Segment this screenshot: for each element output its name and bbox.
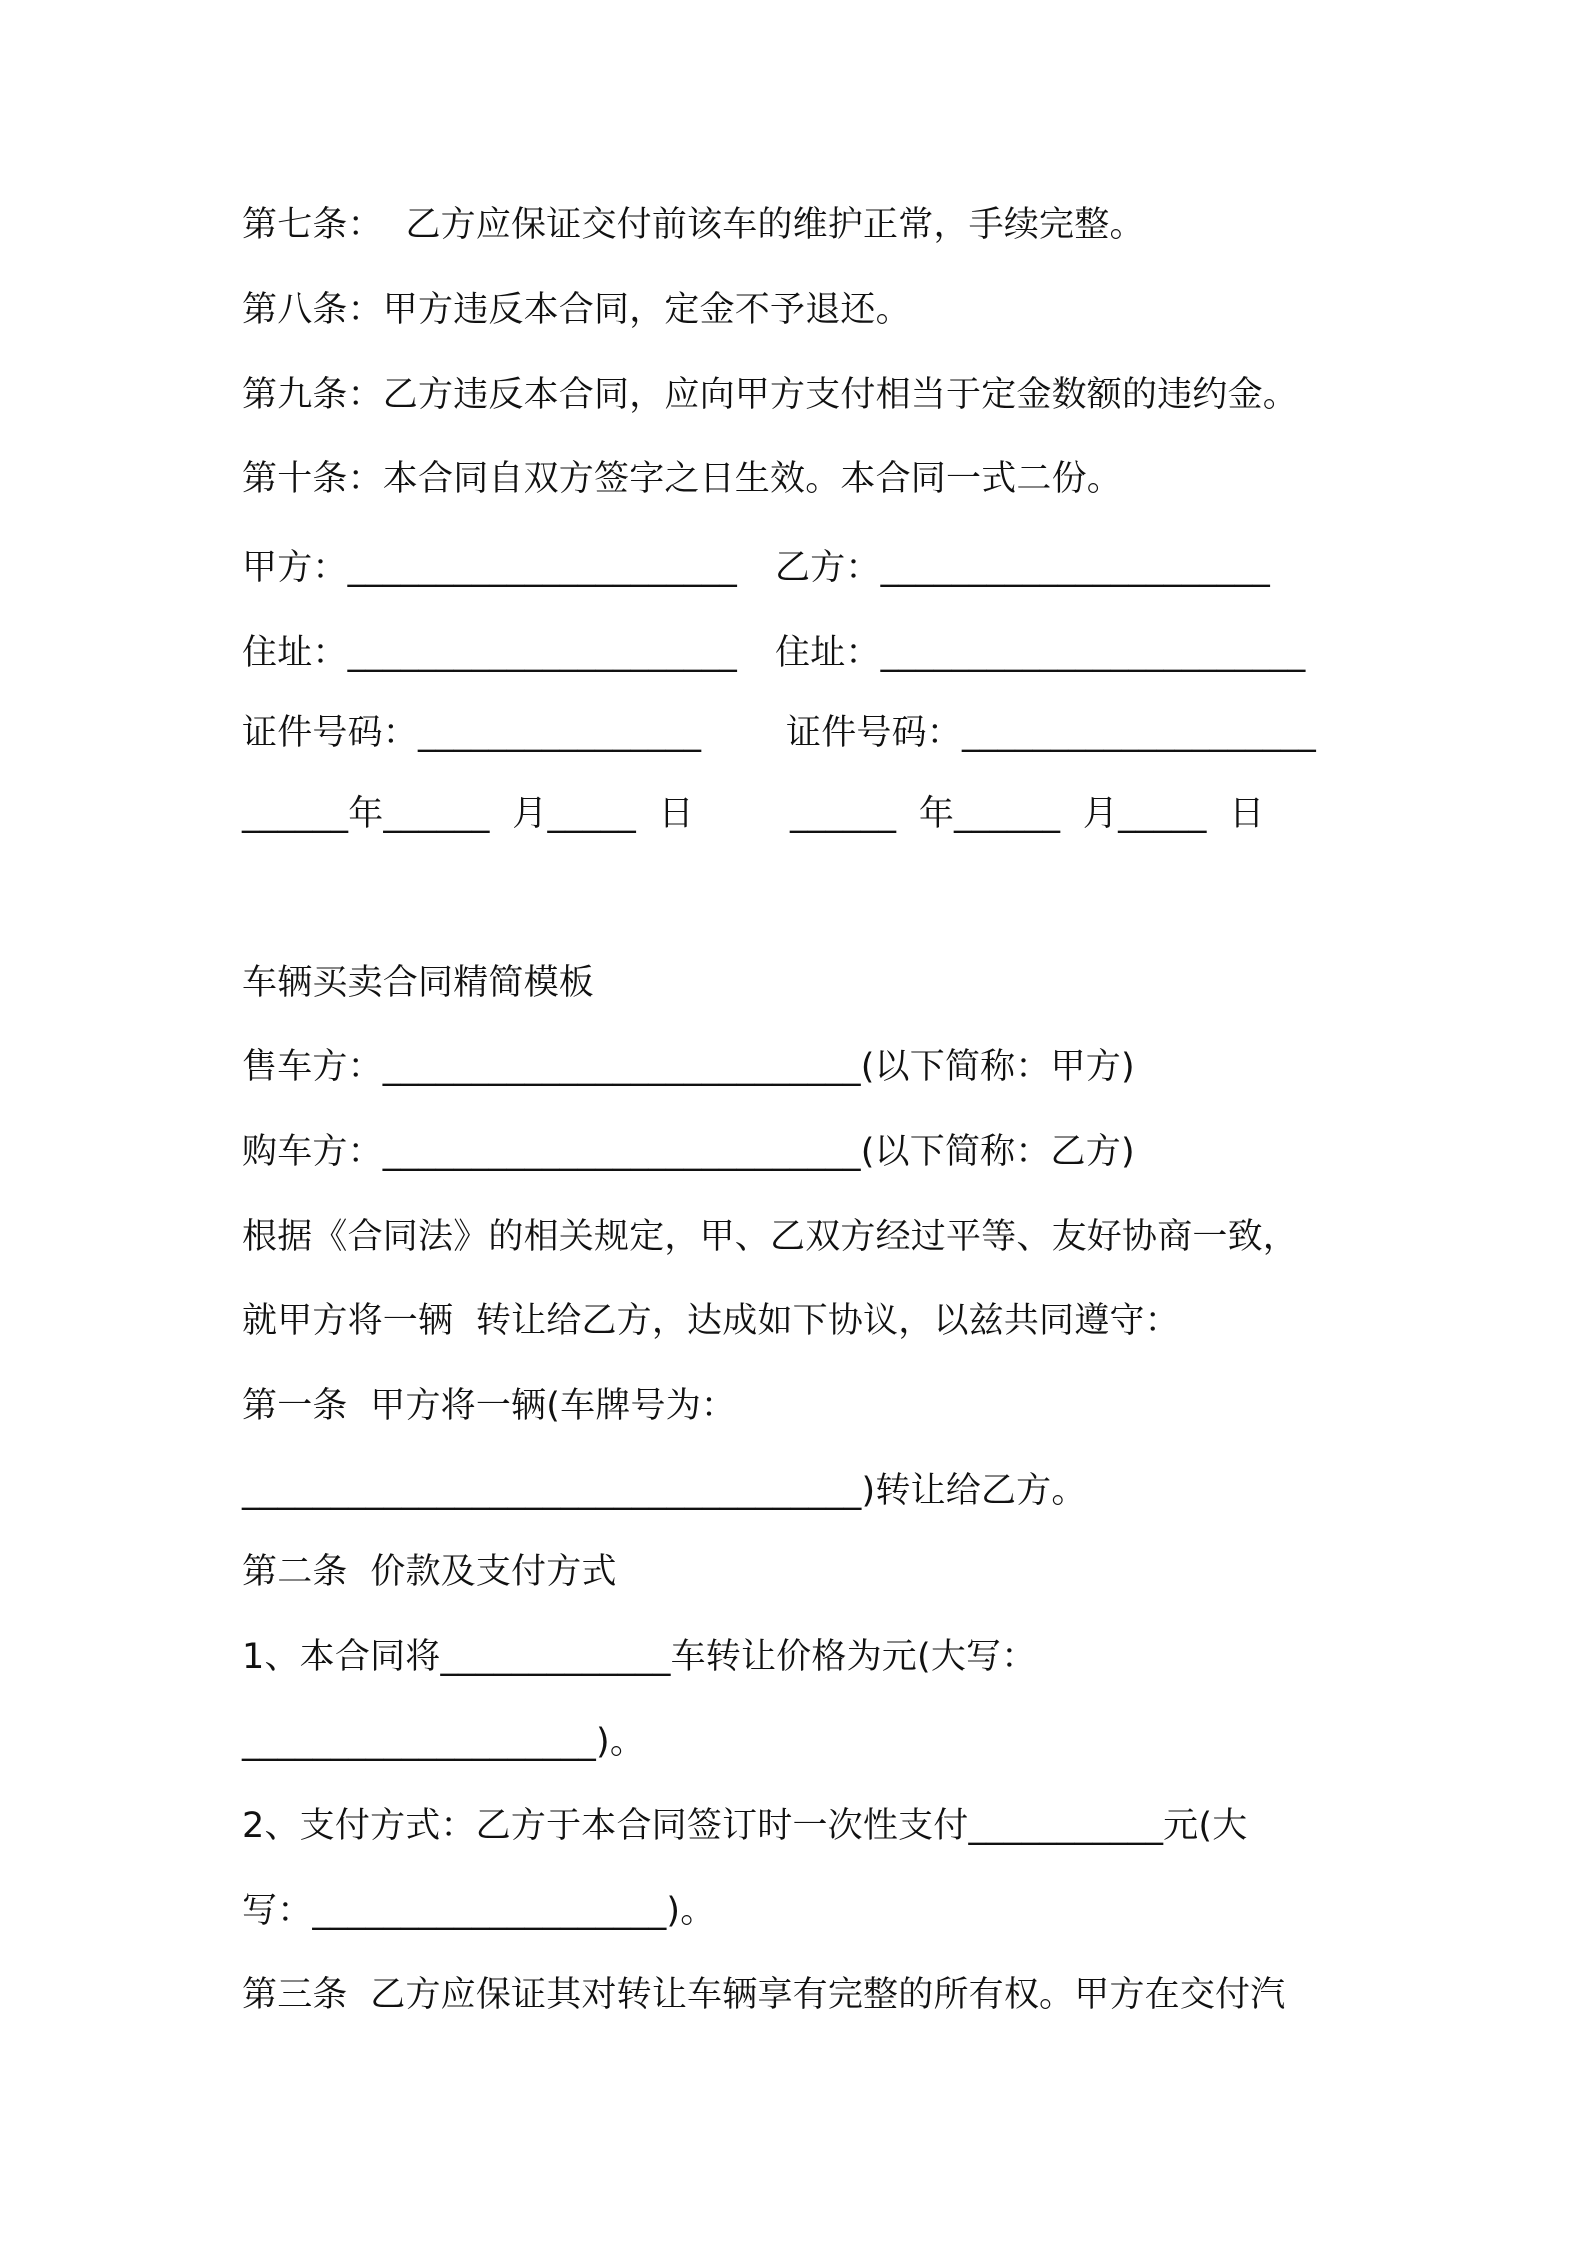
signature-date-row <box>242 790 1265 838</box>
clause-2-title: 第二条 价款及支付方式 <box>242 1552 617 1592</box>
clause-2-item-1-line-1: 1、本合同将_____________车转让价格为元(大写： <box>242 1637 1037 1677</box>
address-b-field: 住址：________________________ <box>775 633 1306 673</box>
clause-2-item-2-line-1: 2、支付方式：乙方于本合同签订时一次性支付___________元(大 <box>242 1806 1248 1846</box>
article-10: 第十条：本合同自双方签字之日生效。本合同一式二份。 <box>242 459 1123 499</box>
article-8: 第八条：甲方违反本合同，定金不予退还。 <box>242 290 911 330</box>
id-b-field: 证件号码：____________________ <box>786 713 1317 753</box>
clause-3-line-1: 第三条 乙方应保证其对转让车辆享有完整的所有权。甲方在交付汽 <box>242 1975 1286 2015</box>
seller-field: 售车方：___________________________(以下简称：甲方) <box>242 1047 1135 1087</box>
signature-party-row <box>242 544 1271 592</box>
clause-1-line-1: 第一条 甲方将一辆(车牌号为： <box>242 1386 737 1426</box>
intro-line-2: 就甲方将一辆 转让给乙方，达成如下协议，以兹共同遵守： <box>242 1301 1180 1341</box>
address-a-field: 住址：______________________ <box>242 633 738 673</box>
signature-id-row <box>242 709 1317 757</box>
clause-1-line-2: ___________________________________)转让给乙方。 <box>242 1471 1087 1511</box>
party-a-field: 甲方：______________________ <box>242 548 738 588</box>
article-7: 第七条： 乙方应保证交付前该车的维护正常，手续完整。 <box>242 205 1145 245</box>
intro-line-1: 根据《合同法》的相关规定，甲、乙双方经过平等、友好协商一致， <box>242 1217 1299 1257</box>
buyer-field: 购车方：___________________________(以下简称：乙方) <box>242 1132 1135 1172</box>
party-b-field: 乙方：______________________ <box>775 548 1271 588</box>
id-a-field: 证件号码：________________ <box>242 713 702 753</box>
date-a-field: ______年______ 月_____ 日 <box>242 794 694 834</box>
signature-address-row <box>242 629 1306 677</box>
clause-2-item-1-line-2: ____________________)。 <box>242 1722 646 1762</box>
date-b-field: ______ 年______ 月_____ 日 <box>790 794 1265 834</box>
article-9: 第九条：乙方违反本合同，应向甲方支付相当于定金数额的违约金。 <box>242 375 1299 415</box>
clause-2-item-2-line-2: 写：____________________)。 <box>242 1891 716 1931</box>
contract-title: 车辆买卖合同精简模板 <box>242 963 595 1003</box>
